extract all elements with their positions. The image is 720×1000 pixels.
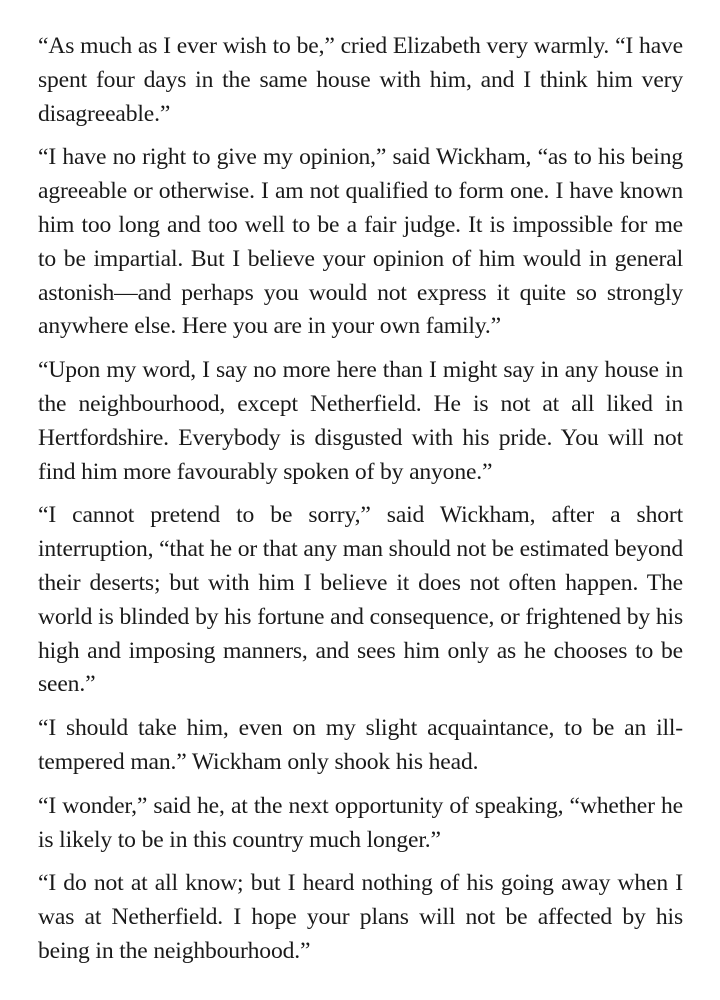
paragraph-6: “I wonder,” said he, at the next opportunity of speaking, “whether he is likely to be in this country much longer.” [38, 792, 683, 853]
paragraph-4: “I cannot pretend to be sorry,” said Wickham, after a short interruption, “that he or that any man should not be estimated beyond their deserts; but with him I believe it does not often happen. The world is blinded by his fortune and consequence, or frightened by his high and imposing manners, and sees him only as he chooses to be seen.” [38, 502, 683, 698]
document-page [38, 30, 683, 979]
paragraph-7: “I do not at all know; but I heard nothing of his going away when I was at Netherfield. I hope your plans will not be affected by his being in the neighbourhood.” [38, 870, 683, 964]
paragraph-2: “I have no right to give my opinion,” said Wickham, “as to his being agreeable or otherwise. I am not qualified to form one. I have known him too long and too well to be a fair judge. It is impossible for me to be impartial. But I believe your opinion of him would in general astonish—and perhaps you would not express it quite so strongly anywhere else. Here you are in your own family.” [38, 144, 683, 340]
paragraph-5: “I should take him, even on my slight acquaintance, to be an ill-tempered man.” Wickham only shook his head. [38, 715, 683, 775]
paragraph-1: “As much as I ever wish to be,” cried Elizabeth very warmly. “I have spent four days in the same house with him, and I think him very disagreeable.” [38, 33, 683, 127]
paragraph-3: “Upon my word, I say no more here than I might say in any house in the neighbourhood, except Netherfield. He is not at all liked in Hertfordshire. Everybody is disgusted with his pride. You will not find him more favourably spoken of by anyone.” [38, 357, 683, 485]
